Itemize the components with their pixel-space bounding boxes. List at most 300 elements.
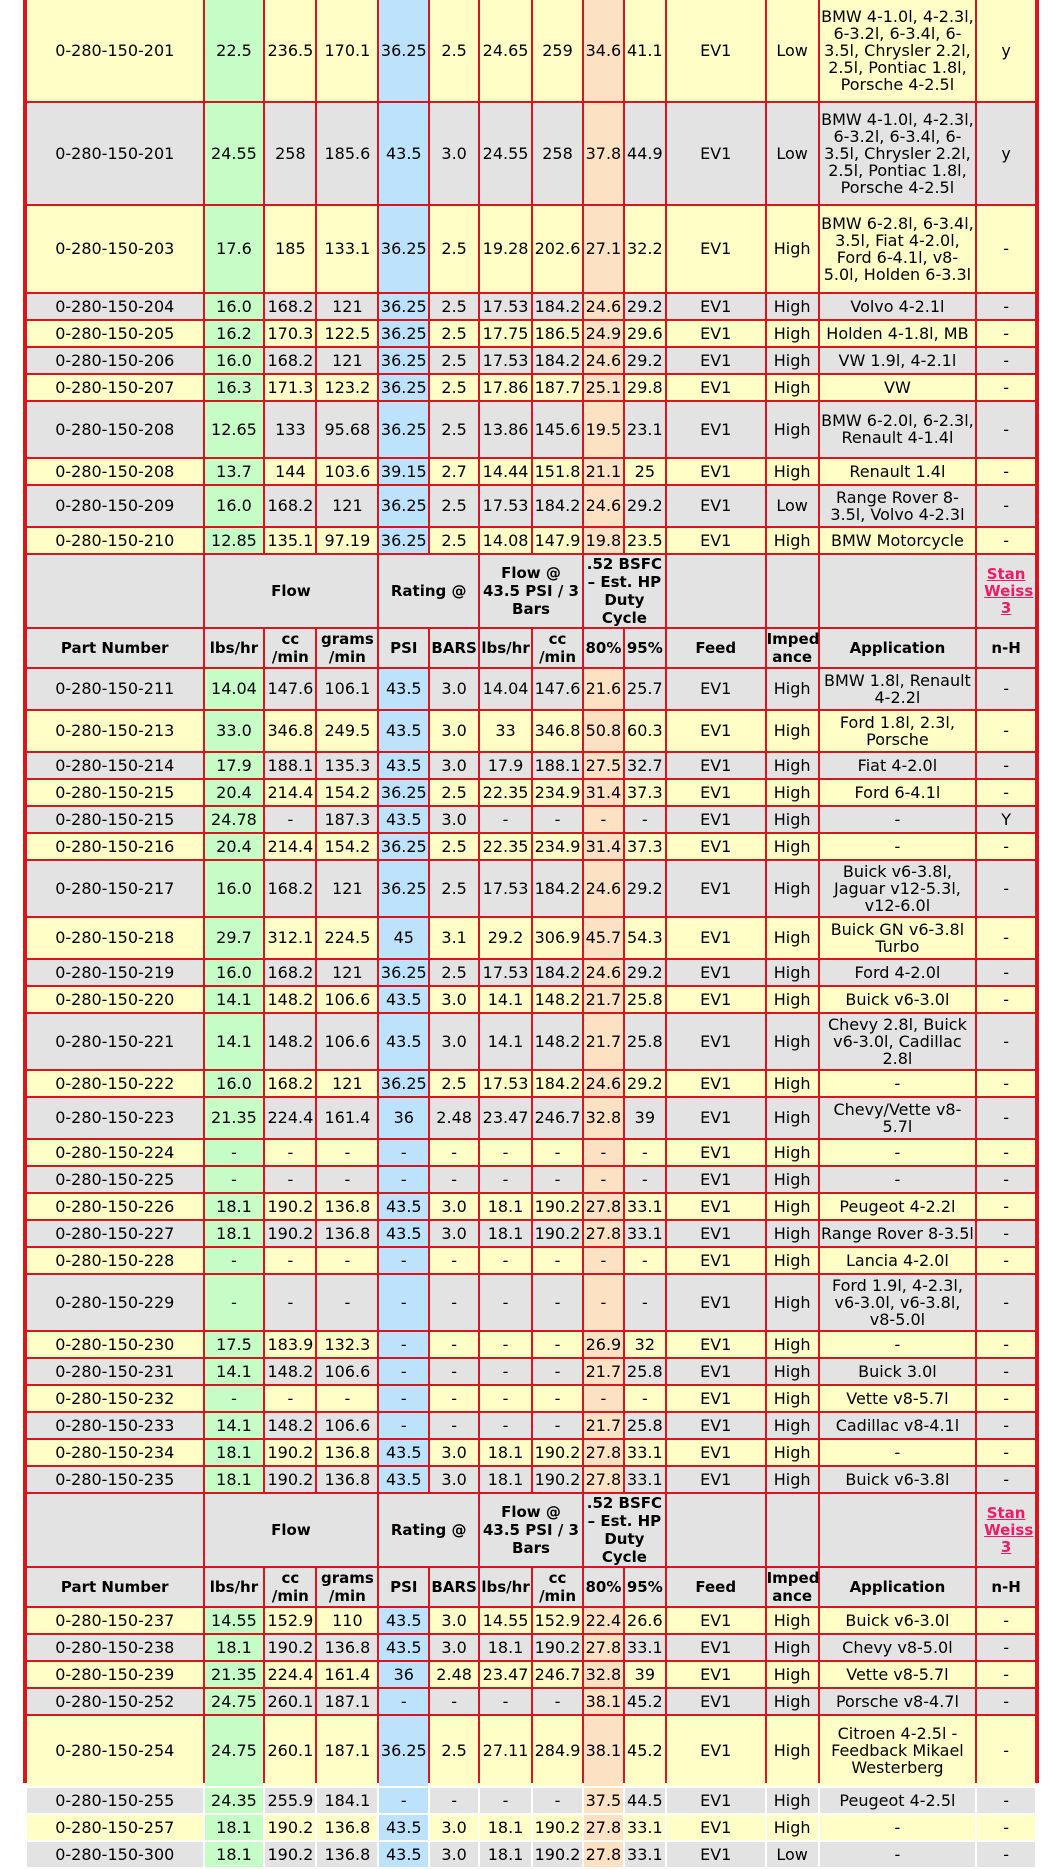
bars-cell: 2.5 (430, 321, 478, 346)
psi-cell: 36.25 (379, 861, 428, 916)
table-row (27, 1221, 1035, 1246)
feed-cell: EV1 (667, 1689, 765, 1714)
duty95-cell: 26.6 (625, 1608, 665, 1633)
feed-cell: EV1 (667, 206, 765, 292)
psi-cell: 43.5 (379, 711, 428, 751)
feed-cell: EV1 (667, 1413, 765, 1438)
psi-cell: 36.25 (379, 486, 428, 526)
application-cell (820, 294, 976, 319)
impedance-cell: High (767, 206, 818, 292)
flow43-cc-cell: 190.2 (533, 1635, 582, 1660)
grams-min-cell: 106.6 (317, 1413, 377, 1438)
duty80-cell: 27.8 (584, 1440, 623, 1465)
application-text: Buick v6-3.0l (845, 1610, 950, 1630)
application-text: BMW 4-1.0l, 4-2.3l, 6-3.2l, 6-3.4l, 6-3.5l, Chrysler 2.2l, 2.5l, Pontiac 1.8l, Porsche 4-2.5l (821, 109, 974, 197)
n-h-cell: - (977, 294, 1035, 319)
grams-min-cell: - (317, 1386, 377, 1411)
part-number-cell: 0-280-150-226 (27, 1194, 203, 1219)
duty95-cell: 25.8 (625, 1014, 665, 1069)
flow43-lbs-cell: 17.86 (480, 375, 531, 400)
part-number-cell: 0-280-150-235 (27, 1467, 203, 1492)
flow43-lbs-cell: - (480, 807, 531, 832)
grams-min-cell: 123.2 (317, 375, 377, 400)
psi-cell: 43.5 (379, 807, 428, 832)
duty80-cell: 21.7 (584, 1413, 623, 1438)
cc-min-cell: 188.1 (265, 753, 315, 778)
cc-min-cell: 214.4 (265, 834, 315, 859)
lbs-hr-cell: 20.4 (205, 780, 264, 805)
impedance-cell: Low (767, 1842, 818, 1867)
lbs-hr-cell: 16.0 (205, 960, 264, 985)
duty95-cell: 45.2 (625, 1689, 665, 1714)
table-row (27, 1386, 1035, 1411)
grams-min-cell: 136.8 (317, 1635, 377, 1660)
flow43-cc-cell: 148.2 (533, 987, 582, 1012)
column-header-cc2: cc /min (533, 1568, 582, 1606)
table-row (27, 1716, 1035, 1786)
part-number-cell: 0-280-150-218 (27, 918, 203, 958)
cc-min-cell: 152.9 (265, 1608, 315, 1633)
grams-min-cell: 121 (317, 486, 377, 526)
duty95-cell: - (625, 1248, 665, 1273)
feed-cell: EV1 (667, 348, 765, 373)
lbs-hr-cell: 18.1 (205, 1842, 264, 1867)
stan-weiss-link[interactable]: Stan Weiss 3 (984, 564, 1034, 617)
flow43-cc-cell: - (533, 1689, 582, 1714)
application-text: Chevy/Vette v8-5.7l (833, 1099, 962, 1136)
duty80-cell: 31.4 (584, 834, 623, 859)
part-number-cell: 0-280-150-209 (27, 486, 203, 526)
cc-min-cell: 168.2 (265, 348, 315, 373)
cc-min-cell: 148.2 (265, 1413, 315, 1438)
application-cell (820, 1788, 976, 1813)
application-text: Range Rover 8-3.5l, Volvo 4-2.3l (830, 487, 965, 524)
duty95-cell: 45.2 (625, 1716, 665, 1786)
impedance-cell: High (767, 1635, 818, 1660)
duty95-cell: 39 (625, 1662, 665, 1687)
application-text: Ford 4-2.0l (854, 962, 941, 982)
part-number-cell: 0-280-150-206 (27, 348, 203, 373)
psi-cell: - (379, 1788, 428, 1813)
application-text: Citroen 4-2.5l - Feedback Mikael Westerberg (831, 1724, 964, 1777)
n-h-cell: - (977, 1689, 1035, 1714)
flow43-lbs-cell: 18.1 (480, 1467, 531, 1492)
part-number-cell: 0-280-150-239 (27, 1662, 203, 1687)
n-h-cell: - (977, 1194, 1035, 1219)
n-h-cell: - (977, 1332, 1035, 1357)
application-cell (820, 711, 976, 751)
impedance-cell: High (767, 1467, 818, 1492)
part-number-cell: 0-280-150-208 (27, 459, 203, 484)
feed-cell: EV1 (667, 103, 765, 204)
part-number-cell: 0-280-150-203 (27, 206, 203, 292)
application-cell (820, 780, 976, 805)
lbs-hr-cell: 18.1 (205, 1440, 264, 1465)
application-text: Ford 1.8l, 2.3l, Porsche (839, 712, 955, 749)
flow43-cc-cell: 151.8 (533, 459, 582, 484)
impedance-cell: High (767, 1440, 818, 1465)
application-cell (820, 1098, 976, 1138)
flow43-cc-cell: 184.2 (533, 486, 582, 526)
header-blank-cell (667, 555, 765, 627)
cc-min-cell: 312.1 (265, 918, 315, 958)
grams-min-cell: 136.8 (317, 1467, 377, 1492)
application-text: Vette v8-5.7l (846, 1388, 949, 1408)
psi-cell: 36.25 (379, 375, 428, 400)
application-text: Buick GN v6-3.8l Turbo (830, 919, 965, 956)
bars-cell: 2.5 (430, 1071, 478, 1096)
lbs-hr-cell: 16.0 (205, 294, 264, 319)
duty80-cell: 27.8 (584, 1221, 623, 1246)
impedance-cell: High (767, 1413, 818, 1438)
grams-min-cell: 136.8 (317, 1194, 377, 1219)
lbs-hr-cell: 20.4 (205, 834, 264, 859)
table-row (27, 1842, 1035, 1867)
table-row (27, 1140, 1035, 1165)
grams-min-cell: 185.6 (317, 103, 377, 204)
duty80-cell: 19.5 (584, 402, 623, 457)
impedance-cell: High (767, 669, 818, 709)
duty80-cell: 24.6 (584, 1071, 623, 1096)
flow43-cc-cell: 184.2 (533, 861, 582, 916)
flow43-lbs-cell: - (480, 1689, 531, 1714)
column-header-part-number: Part Number (27, 629, 203, 667)
bars-cell: - (430, 1689, 478, 1714)
bars-cell: 3.0 (430, 1221, 478, 1246)
part-number-cell: 0-280-150-201 (27, 103, 203, 204)
column-group-header-row (27, 1494, 1035, 1566)
flow43-cc-cell: 202.6 (533, 206, 582, 292)
application-text: Cadillac v8-4.1l (835, 1415, 960, 1435)
table-row (27, 669, 1035, 709)
header-blank-cell (767, 555, 818, 627)
flow43-cc-cell: - (533, 807, 582, 832)
bars-cell: 3.0 (430, 1194, 478, 1219)
cc-min-cell: 190.2 (265, 1842, 315, 1867)
lbs-hr-cell: 24.75 (205, 1689, 264, 1714)
flow43-lbs-cell: 17.53 (480, 486, 531, 526)
feed-cell: EV1 (667, 834, 765, 859)
lbs-hr-cell: 14.1 (205, 1014, 264, 1069)
duty80-cell: 21.7 (584, 987, 623, 1012)
cc-min-cell: 168.2 (265, 861, 315, 916)
flow43-cc-cell: 258 (533, 103, 582, 204)
part-number-cell: 0-280-150-213 (27, 711, 203, 751)
n-h-cell: - (977, 987, 1035, 1012)
application-cell (820, 1071, 976, 1096)
n-h-cell: - (977, 1014, 1035, 1069)
cc-min-cell: 183.9 (265, 1332, 315, 1357)
flow43-lbs-cell: 17.53 (480, 348, 531, 373)
flow43-cc-cell: - (533, 1788, 582, 1813)
column-header-psi: PSI (379, 629, 428, 667)
impedance-cell: Low (767, 486, 818, 526)
flow43-cc-cell: 190.2 (533, 1221, 582, 1246)
duty95-cell: 29.2 (625, 294, 665, 319)
duty95-cell: 25.8 (625, 1413, 665, 1438)
grams-min-cell: 122.5 (317, 321, 377, 346)
n-h-cell: - (977, 348, 1035, 373)
flow43-lbs-cell: 23.47 (480, 1098, 531, 1138)
impedance-cell: High (767, 1194, 818, 1219)
lbs-hr-cell: 13.7 (205, 459, 264, 484)
part-number-cell: 0-280-150-215 (27, 780, 203, 805)
impedance-cell: High (767, 1140, 818, 1165)
grams-min-cell: 136.8 (317, 1842, 377, 1867)
bars-cell: 3.0 (430, 711, 478, 751)
application-cell (820, 1689, 976, 1714)
bars-cell: 3.0 (430, 1608, 478, 1633)
n-h-cell: Y (977, 807, 1035, 832)
psi-cell: 43.5 (379, 1467, 428, 1492)
lbs-hr-cell: 16.0 (205, 861, 264, 916)
impedance-cell: High (767, 1815, 818, 1840)
impedance-cell: High (767, 1662, 818, 1687)
part-number-cell: 0-280-150-221 (27, 1014, 203, 1069)
impedance-cell: High (767, 1716, 818, 1786)
part-number-cell: 0-280-150-223 (27, 1098, 203, 1138)
feed-cell: EV1 (667, 1248, 765, 1273)
psi-cell: 43.5 (379, 1815, 428, 1840)
grams-min-cell: 136.8 (317, 1815, 377, 1840)
cc-min-cell: 260.1 (265, 1689, 315, 1714)
lbs-hr-cell: - (205, 1275, 264, 1330)
lbs-hr-cell: 18.1 (205, 1635, 264, 1660)
application-text: Ford 6-4.1l (854, 782, 941, 802)
flow43-lbs-cell: 23.47 (480, 1662, 531, 1687)
duty80-cell: 24.6 (584, 960, 623, 985)
duty95-cell: 29.6 (625, 321, 665, 346)
table-row (27, 1815, 1035, 1840)
application-text: Lancia 4-2.0l (846, 1250, 949, 1270)
grams-min-cell: - (317, 1275, 377, 1330)
psi-cell: 36.25 (379, 780, 428, 805)
part-number-cell: 0-280-150-222 (27, 1071, 203, 1096)
duty80-cell: - (584, 1140, 623, 1165)
duty95-cell: 33.1 (625, 1440, 665, 1465)
column-header-row (27, 1568, 1035, 1606)
application-text: Fiat 4-2.0l (857, 755, 938, 775)
header-flow: Flow (205, 555, 378, 627)
table-row (27, 807, 1035, 832)
column-header-imped: Imped ance (766, 630, 820, 666)
application-cell (820, 987, 976, 1012)
table-row (27, 294, 1035, 319)
n-h-cell: - (977, 1842, 1035, 1867)
flow43-lbs-cell: 17.53 (480, 294, 531, 319)
grams-min-cell: 187.1 (317, 1689, 377, 1714)
impedance-cell: High (767, 1689, 818, 1714)
psi-cell: 36 (379, 1098, 428, 1138)
column-header-imped: Imped ance (766, 1569, 820, 1605)
part-number-cell: 0-280-150-224 (27, 1140, 203, 1165)
n-h-cell: y (977, 103, 1035, 204)
application-cell (820, 348, 976, 373)
grams-min-cell: 121 (317, 294, 377, 319)
bars-cell: 2.5 (430, 348, 478, 373)
duty80-cell: - (584, 1275, 623, 1330)
flow43-lbs-cell: 24.55 (480, 103, 531, 204)
psi-cell: 43.5 (379, 1194, 428, 1219)
cc-min-cell: 185 (265, 206, 315, 292)
psi-cell: - (379, 1359, 428, 1384)
impedance-cell: High (767, 1167, 818, 1192)
feed-cell: EV1 (667, 1662, 765, 1687)
part-number-cell: 0-280-150-216 (27, 834, 203, 859)
feed-cell: EV1 (667, 1194, 765, 1219)
flow43-cc-cell: 184.2 (533, 960, 582, 985)
cc-min-cell: - (265, 807, 315, 832)
psi-cell: 36.25 (379, 1716, 428, 1786)
duty95-cell: 37.3 (625, 834, 665, 859)
bars-cell: 3.1 (430, 918, 478, 958)
column-header-lbs2: lbs/hr (480, 1568, 531, 1606)
feed-cell: EV1 (667, 1788, 765, 1813)
psi-cell: 36.25 (379, 402, 428, 457)
part-number-cell: 0-280-150-231 (27, 1359, 203, 1384)
feed-cell: EV1 (667, 918, 765, 958)
cc-min-cell: 346.8 (265, 711, 315, 751)
psi-cell: 36.25 (379, 321, 428, 346)
application-cell (820, 1221, 976, 1246)
application-cell (820, 1248, 976, 1273)
impedance-cell: High (767, 1788, 818, 1813)
bars-cell: - (430, 1413, 478, 1438)
flow43-lbs-cell: 17.53 (480, 1071, 531, 1096)
application-text: Buick v6-3.0l (845, 989, 950, 1009)
psi-cell: 43.5 (379, 1221, 428, 1246)
feed-cell: EV1 (667, 459, 765, 484)
table-row (27, 753, 1035, 778)
cc-min-cell: 168.2 (265, 960, 315, 985)
n-h-cell: - (977, 1386, 1035, 1411)
application-text: Chevy v8-5.0l (842, 1637, 953, 1657)
lbs-hr-cell: - (205, 1167, 264, 1192)
cc-min-cell: 224.4 (265, 1098, 315, 1138)
grams-min-cell: 136.8 (317, 1440, 377, 1465)
application-cell (820, 1194, 976, 1219)
application-cell (820, 753, 976, 778)
header-stan-weiss-link (977, 555, 1035, 627)
duty80-cell: 34.6 (584, 0, 623, 101)
duty80-cell: 22.4 (584, 1608, 623, 1633)
application-text: Volvo 4-2.1l (850, 296, 945, 316)
table-body (27, 0, 1035, 1867)
header-blank-cell (27, 555, 203, 627)
lbs-hr-cell: 16.3 (205, 375, 264, 400)
cc-min-cell: 258 (265, 103, 315, 204)
impedance-cell: High (767, 987, 818, 1012)
lbs-hr-cell: 12.65 (205, 402, 264, 457)
grams-min-cell: - (317, 1167, 377, 1192)
application-cell (820, 918, 976, 958)
duty95-cell: - (625, 807, 665, 832)
part-number-cell: 0-280-150-228 (27, 1248, 203, 1273)
lbs-hr-cell: 16.0 (205, 348, 264, 373)
feed-cell: EV1 (667, 987, 765, 1012)
grams-min-cell: 121 (317, 348, 377, 373)
feed-cell: EV1 (667, 486, 765, 526)
lbs-hr-cell: 16.0 (205, 486, 264, 526)
header-blank-cell (27, 1494, 203, 1566)
lbs-hr-cell: 24.78 (205, 807, 264, 832)
psi-cell: 36.25 (379, 0, 428, 101)
bars-cell: 2.5 (430, 294, 478, 319)
duty95-cell: 44.9 (625, 103, 665, 204)
flow43-lbs-cell: - (480, 1413, 531, 1438)
flow43-cc-cell: - (533, 1248, 582, 1273)
column-header-grams: grams /min (317, 629, 377, 667)
impedance-cell: High (767, 1275, 818, 1330)
feed-cell: EV1 (667, 528, 765, 553)
application-cell (820, 402, 976, 457)
column-header-part-number: Part Number (27, 1568, 203, 1606)
n-h-cell: - (977, 669, 1035, 709)
table-row (27, 348, 1035, 373)
table-row (27, 1167, 1035, 1192)
grams-min-cell: 249.5 (317, 711, 377, 751)
grams-min-cell: 106.1 (317, 669, 377, 709)
part-number-cell: 0-280-150-233 (27, 1413, 203, 1438)
psi-cell: - (379, 1386, 428, 1411)
column-header-row (27, 629, 1035, 667)
impedance-cell: High (767, 1071, 818, 1096)
application-cell (820, 1716, 976, 1786)
application-cell (820, 1359, 976, 1384)
grams-min-cell: 97.19 (317, 528, 377, 553)
cc-min-cell: 148.2 (265, 1359, 315, 1384)
part-number-cell: 0-280-150-205 (27, 321, 203, 346)
duty80-cell: 45.7 (584, 918, 623, 958)
psi-cell: 36.25 (379, 960, 428, 985)
table-row (27, 1275, 1035, 1330)
duty80-cell: 27.5 (584, 753, 623, 778)
application-text: Renault 1.4l (849, 461, 946, 481)
flow43-lbs-cell: 18.1 (480, 1194, 531, 1219)
cc-min-cell: 148.2 (265, 1014, 315, 1069)
duty80-cell: 24.6 (584, 348, 623, 373)
column-header-bars: BARS (430, 629, 478, 667)
impedance-cell: High (767, 1221, 818, 1246)
psi-cell: - (379, 1689, 428, 1714)
application-text: VW 1.9l, 4-2.1l (838, 350, 957, 370)
duty95-cell: 60.3 (625, 711, 665, 751)
impedance-cell: High (767, 834, 818, 859)
flow43-lbs-cell: 14.1 (480, 987, 531, 1012)
application-cell (820, 486, 976, 526)
flow43-lbs-cell: 18.1 (480, 1440, 531, 1465)
stan-weiss-link[interactable]: Stan Weiss 3 (984, 1503, 1034, 1556)
lbs-hr-cell: - (205, 1248, 264, 1273)
part-number-cell: 0-280-150-204 (27, 294, 203, 319)
duty80-cell: 19.8 (584, 528, 623, 553)
n-h-cell: - (977, 1359, 1035, 1384)
duty95-cell: 32 (625, 1332, 665, 1357)
table-row (27, 834, 1035, 859)
lbs-hr-cell: 24.35 (205, 1788, 264, 1813)
application-cell (820, 103, 976, 204)
application-cell (820, 1332, 976, 1357)
feed-cell: EV1 (667, 669, 765, 709)
feed-cell: EV1 (667, 294, 765, 319)
flow43-cc-cell: 190.2 (533, 1467, 582, 1492)
feed-cell: EV1 (667, 1071, 765, 1096)
impedance-cell: High (767, 1098, 818, 1138)
flow43-cc-cell: 259 (533, 0, 582, 101)
injector-table-frame (23, 0, 1039, 1864)
flow43-lbs-cell: 33 (480, 711, 531, 751)
grams-min-cell: 136.8 (317, 1221, 377, 1246)
